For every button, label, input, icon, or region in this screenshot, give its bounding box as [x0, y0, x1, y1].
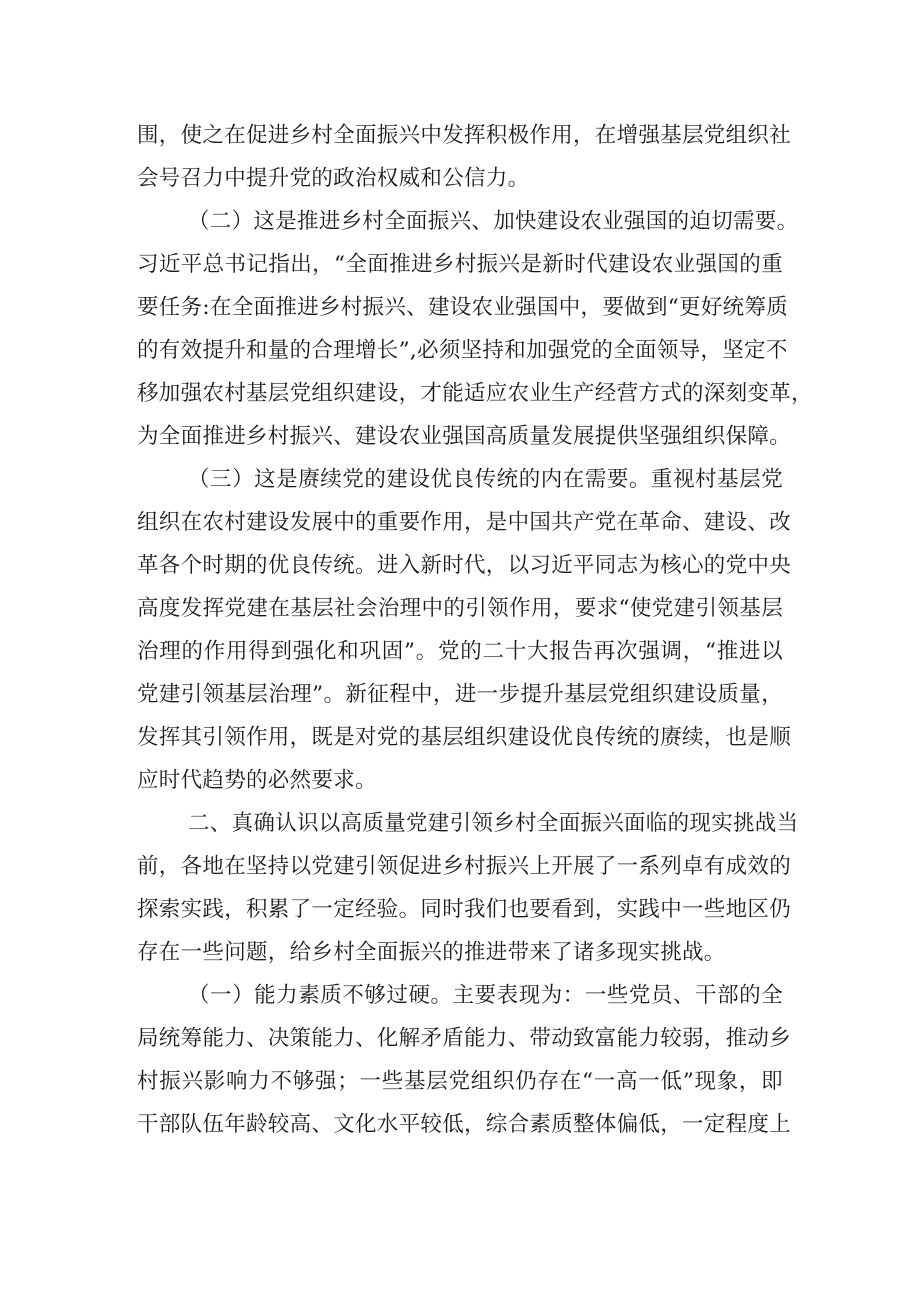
- text-line: 村振兴影响力不够强；一些基层党组织仍存在“一高一低”现象，即: [137, 1069, 783, 1094]
- text-line: 干部队伍年龄较高、文化水平较低，综合素质整体偏低，一定程度上: [137, 1112, 792, 1137]
- text-line: （三）这是赓续党的建设优良传统的内在需要。重视村基层党: [188, 467, 783, 492]
- text-line: 移加强农村基层党组织建设，才能适应农业生产经营方式的深刻变革，: [137, 381, 813, 406]
- text-line: 要任务:在全面推进乡村振兴、建设农业强国中，要做到“更好统筹质: [137, 295, 789, 320]
- text-line: 前，各地在坚持以党建引领促进乡村振兴上开展了一系列卓有成效的: [137, 854, 792, 879]
- text-line: 革各个时期的优良传统。进入新时代，以习近平同志为核心的党中央: [137, 553, 792, 578]
- text-line: 的有效提升和量的合理增长”,必须坚持和加强党的全面领导，坚定不: [137, 338, 788, 363]
- text-line: 为全面推进乡村振兴、建设农业强国高质量发展提供坚强组织保障。: [137, 424, 792, 449]
- text-line: 组织在农村建设发展中的重要作用，是中国共产党在革命、建设、改: [137, 510, 792, 535]
- text-line: 存在一些问题，给乡村全面振兴的推进带来了诸多现实挑战。: [137, 940, 726, 965]
- text-line: （一）能力素质不够过硬。主要表现为：一些党员、干部的全: [188, 983, 783, 1008]
- text-line: 高度发挥党建在基层社会治理中的引领作用，要求“使党建引领基层: [137, 596, 783, 621]
- text-line: 围，使之在促进乡村全面振兴中发挥积极作用，在增强基层党组织社: [137, 123, 792, 148]
- section-heading: 二、真确认识以高质量党建引领乡村全面振兴面临的现实挑战当: [188, 811, 799, 836]
- text-line: 会号召力中提升党的政治权威和公信力。: [137, 166, 530, 191]
- text-line: 应时代趋势的必然要求。: [137, 768, 377, 793]
- text-line: 发挥其引领作用，既是对党的基层组织建设优良传统的赓续，也是顺: [137, 725, 792, 750]
- text-line: 局统筹能力、决策能力、化解矛盾能力、带动致富能力较弱，推动乡: [137, 1026, 792, 1051]
- text-line: 治理的作用得到强化和巩固”。党的二十大报告再次强调，“推进以: [137, 639, 783, 664]
- text-line: 党建引领基层治理”。新征程中，进一步提升基层党组织建设质量，: [137, 682, 783, 707]
- text-line: （二）这是推进乡村全面振兴、加快建设农业强国的迫切需要。: [188, 209, 799, 234]
- text-line: 探索实践，积累了一定经验。同时我们也要看到，实践中一些地区仍: [137, 897, 792, 922]
- text-line: 习近平总书记指出，“全面推进乡村振兴是新时代建设农业强国的重: [137, 252, 783, 277]
